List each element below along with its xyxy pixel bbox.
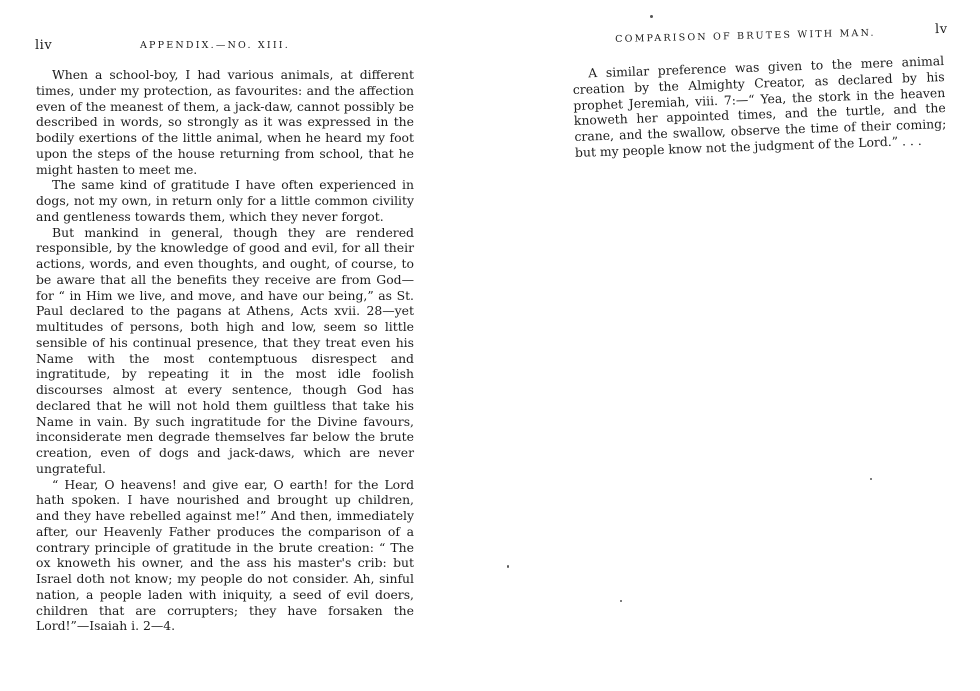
paragraph: The same kind of gratitude I have often experienced in dogs, not my own, in return only for a little common civility and gentleness towards them, which they never forgot.	[36, 177, 414, 224]
left-running-title: APPENDIX.—NO. XIII.	[140, 40, 290, 51]
left-page-body	[36, 67, 414, 634]
paragraph: But mankind in general, though they are rendered responsible, by the knowledge of good and evil, for all their actions, words, and even thoughts, and ought, of course, to be aware that all the benefits they receive are from God—for “ in Him we live, and move, and have our being,” as St. Paul declared to the pagans at Athens, Acts xvii. 28—yet multitudes of persons, both high and low, seem so little sensible of his continual presence, that they treat even his Name with the most contemptuous disrespect and ingratitude, by repeating it in the most idle foolish discourses almost at every sentence, though God has declared that he will not hold them guiltless that take his Name in vain. By such ingratitude for the Divine favours, inconsiderate men degrade themselves far below the brute creation, even of dogs and jack-daws, which are never ungrateful.	[36, 224, 414, 476]
right-page-body	[572, 53, 947, 160]
left-page-number: liv	[35, 38, 53, 53]
scan-speck	[650, 15, 653, 18]
right-page-number: lv	[934, 21, 948, 38]
scan-speck	[620, 600, 622, 602]
paragraph: A similar preference was given to the mere animal creation by the Almighty Creator, as declared by his prophet Jeremiah, viii. 7:—“ Yea, the stork in the heaven knoweth her appointed times, and the turtle, and the crane, and the swallow, observe the time of their coming; but my people know not the judgment of the Lord.” . . .	[572, 53, 947, 160]
right-page-header	[615, 22, 955, 50]
scan-speck	[507, 565, 509, 568]
right-page	[490, 0, 980, 691]
scan-speck	[870, 478, 872, 480]
left-page-header	[35, 38, 415, 58]
right-running-title: COMPARISON OF BRUTES WITH MAN.	[615, 27, 876, 45]
paragraph: When a school-boy, I had various animals, at different times, under my protection, as favourites: and the affection even of the meanest of them, a jack-daw, cannot possibly be described in words, so strongly as it was expressed in the bodily exertions of the little animal, when he heard my foot upon the steps of the house returning from school, that he might hasten to meet me.	[36, 67, 414, 177]
paragraph: “ Hear, O heavens! and give ear, O earth! for the Lord hath spoken. I have nourished and brought up children, and they have rebelled against me!” And then, immediately after, our Heavenly Father produces the comparison of a contrary principle of gratitude in the brute creation: “ The ox knoweth his owner, and the ass his master's crib: but Israel doth not know; my people do not consider. Ah, sinful nation, a people laden with iniquity, a seed of evil doers, children that are corrupters; they have forsaken the Lord!”—Isaiah i. 2—4.	[36, 476, 414, 634]
